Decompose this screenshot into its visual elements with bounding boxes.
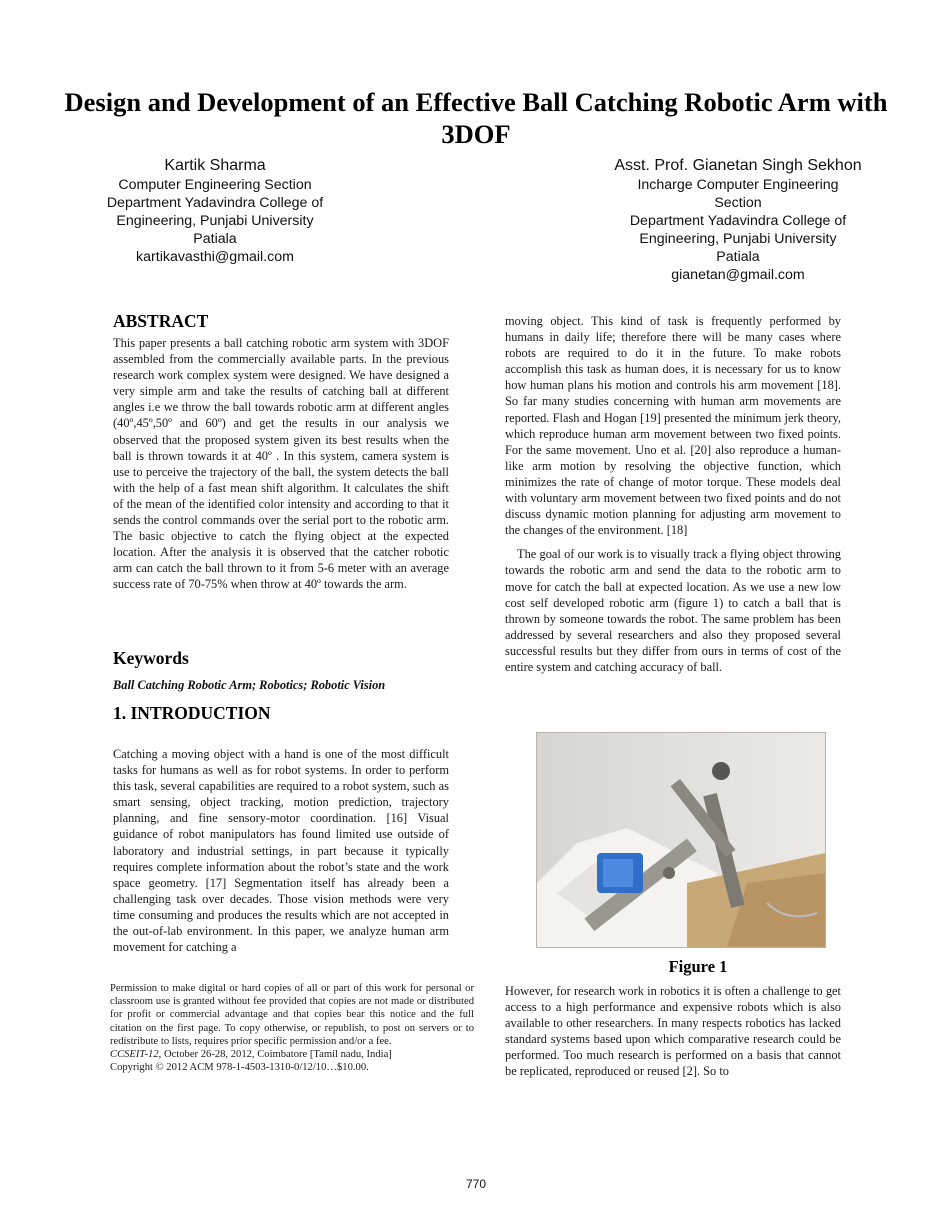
author-name: Kartik Sharma <box>164 157 266 174</box>
permission-text: Permission to make digital or hard copies of all or part of this work for personal or classroom use is granted without fee provided that copies are not made or distributed for profit or commercial advantage and that copies bear this notice and the full citation on the first page. To copy otherwise, or republish, to post on servers or to redistribute to lists, requires prior specific permission and/or a fee. <box>110 983 474 1047</box>
introduction-text-right-1: moving object. This kind of task is frequently performed by humans in daily life; therefore there will be many cases where robots are required to do it in the future. To make robots accomplish this task as human does, it is necessary for us to know how human plans his motion and controls his arm movement [18]. So far many studies concerning with human arm movements are reported. Flash and Hogan [19] presented the minimum jerk theory, which reproduce human arm movement between two fixed points. For the same movement. Uno et al. [20] also reproduce a human-like arm motion by resolving the objective function, which minimizes the rate of change of motor torque. These models deal with voluntary arm movement between two fixed points and do not discuss dynamic motion planning for adjusting arm movement to the changes of the environment. [18] <box>505 314 841 538</box>
conference-details: , October 26-28, 2012, Coimbatore [Tamil nadu, India] <box>158 1049 392 1061</box>
author-affiliation-line: Engineering, Punjabi University <box>639 231 837 247</box>
keywords-section <box>113 648 449 693</box>
author-email: gianetan@gmail.com <box>671 267 805 283</box>
right-column-continued <box>505 983 841 1080</box>
author-affiliation-line: Patiala <box>716 249 760 265</box>
introduction-text-right-3: However, for research work in robotics it is often a challenge to get access to a high performance and expensive robots which is also available to other researchers. In many respects robotics has lacked standard systems based upon which comparative research could be performed. Too much research is performed on a basis that cannot be replicated, reproduced or reused [2]. So to <box>505 984 841 1079</box>
figure-1-caption: Figure 1 <box>668 957 728 976</box>
paper-title: Design and Development of an Effective Ball Catching Robotic Arm with 3DOF <box>64 87 888 149</box>
introduction-text-right-2: The goal of our work is to visually track a flying object throwing towards the robotic arm and send the data to the robotic arm to move for catch the ball at expected location. As we use a new low cost self developed robotic arm (figure 1) to catch a ball that is thrown by someone towards the robot. The same problem has been addressed by several researchers and also they proposed several successful results but they differ from ours in terms of cost of the entire system and catching accuracy of ball. <box>505 547 841 674</box>
author-name: Asst. Prof. Gianetan Singh Sekhon <box>614 157 862 174</box>
permission-block <box>110 982 474 1074</box>
author-email: kartikavasthi@gmail.com <box>136 249 294 265</box>
introduction-heading: 1. INTRODUCTION <box>113 703 271 723</box>
abstract-text: This paper presents a ball catching robotic arm system with 3DOF assembled from the commercially available parts. In the previous research work complex system were designed. We have designed a very simple arm and take the results of catching ball at different angles i.e we throw the ball towards robotic arm at different angles (40º,45º,50º and 60º) and get the results in our analysis we observed that the proposed system given its best results when the ball is thrown towards it at 40º . In this system, camera system is use to perceive the trajectory of the ball, the system detects the ball with the help of a fast mean shift algorithm. It calculates the shift of the mean of the identified color intensity and according to that it sends the control commands over the serial port to the robotic arm. The basic objective to catch the flying object at the expected location. After the analysis it is observed that the catcher robotic arm can catch the ball thrown to it from 5-6 meter with an average success rate of 70-75% when throw at 40º towards the arm. <box>113 336 449 592</box>
robot-arm-photo-illustration <box>537 733 825 947</box>
author-affiliation-line: Engineering, Punjabi University <box>116 213 314 229</box>
keywords-text: Ball Catching Robotic Arm; Robotics; Robotic Vision <box>113 678 386 692</box>
abstract-section <box>113 311 449 593</box>
introduction-text-left: Catching a moving object with a hand is one of the most difficult tasks for humans as well as for robot systems. In order to perform this task, several capabilities are required to a robot system, such as smart sensing, object tracking, motion prediction, trajectory planning, and fine sensory-motor coordination. [16] Visual guidance of robot manipulators has found limited use outside of laboratory and industrial settings, in part because it typically requires complete information about the robot’s state and the work space geometry. [17] Segmentation itself has already been a challenging task over decades. Those vision methods were very time consuming and produces the results which are not accepted in the out-of-lab environment. In this paper, we analyze human arm movement for catching a <box>113 747 449 955</box>
introduction-section <box>113 703 449 955</box>
keywords-heading: Keywords <box>113 648 189 668</box>
abstract-heading: ABSTRACT <box>113 311 209 331</box>
page-number: 770 <box>465 1177 487 1191</box>
conference-name: CCSEIT-12 <box>110 1049 159 1061</box>
author-affiliation-line: Incharge Computer Engineering <box>637 177 839 193</box>
conference-line <box>110 1048 474 1061</box>
copyright-line: Copyright © 2012 ACM 978-1-4503-1310-0/12/10…$10.00. <box>110 1062 369 1074</box>
author-affiliation-line: Department Yadavindra College of <box>629 213 847 229</box>
author-affiliation-line: Patiala <box>193 231 237 247</box>
right-column-text <box>505 313 841 675</box>
figure-1-photo <box>536 732 826 948</box>
author-affiliation-line: Section <box>714 195 762 211</box>
author-affiliation-line: Computer Engineering Section <box>118 177 312 193</box>
author-block-2 <box>596 156 880 284</box>
author-affiliation-line: Department Yadavindra College of <box>106 195 324 211</box>
author-block-1 <box>90 156 340 266</box>
